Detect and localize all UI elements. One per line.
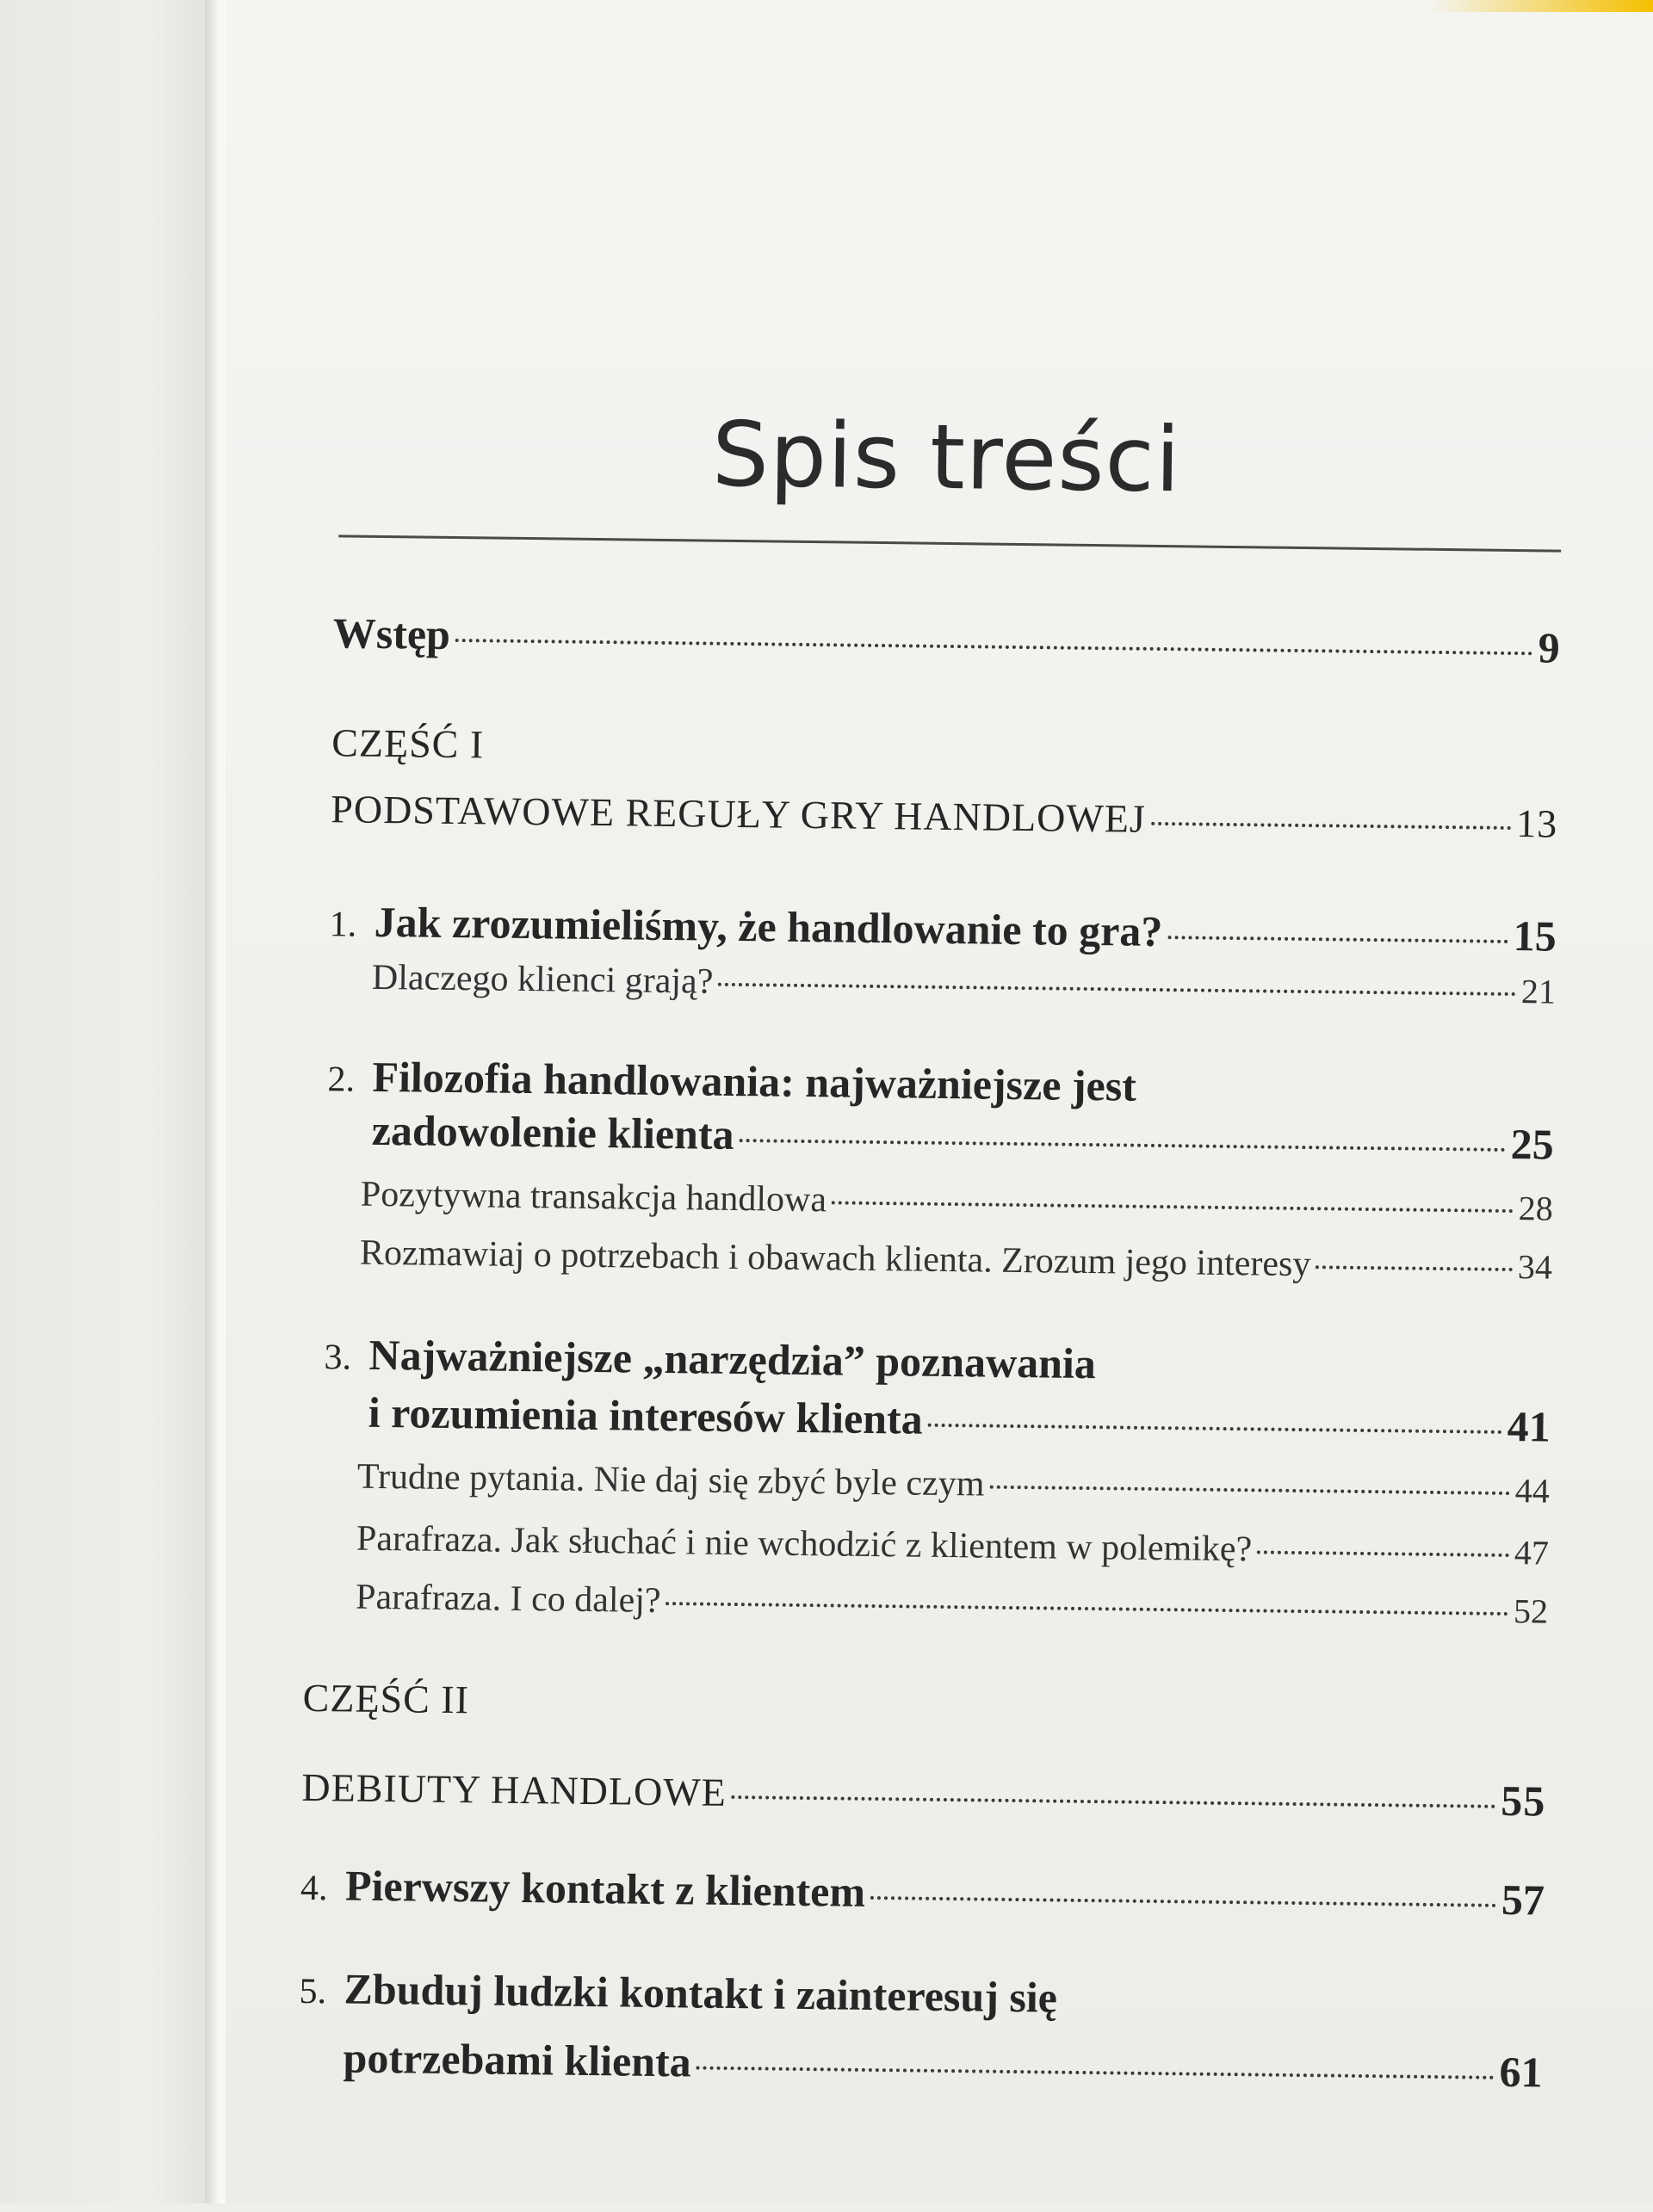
entry-label: PODSTAWOWE REGUŁY GRY HANDLOWEJ [331, 787, 1147, 841]
chapter-number: 3. [324, 1338, 352, 1378]
entry-page: 55 [1501, 1776, 1546, 1826]
chapter-number: 1. [329, 905, 357, 945]
toc-entry-part1[interactable] [331, 786, 1558, 846]
entry-label: Zbuduj ludzki kontakt i zainteresuj się [344, 1964, 1058, 2022]
entry-page: 9 [1538, 623, 1561, 672]
entry-label: Dlaczego klienci grają? [371, 957, 714, 1002]
page-title: Spis treści [711, 401, 1182, 513]
toc-entry-ch4[interactable] [300, 1860, 1545, 1925]
leader-dots [832, 1200, 1514, 1213]
part-heading-2: CZĘŚĆ II [302, 1675, 470, 1722]
entry-label: Rozmawiaj o potrzebach i obawach klienta. Zrozum jego interesy [359, 1233, 1311, 1285]
chapter-number: 5. [299, 1971, 327, 2012]
toc-entry-ch1-s1[interactable] [372, 957, 1556, 1013]
entry-label: i rozumienia interesów klienta [368, 1387, 924, 1443]
entry-label: Parafraza. Jak słuchać i nie wchodzić z klientem w polemikę? [356, 1518, 1253, 1570]
toc-entry-ch2-s1[interactable] [361, 1174, 1553, 1230]
entry-label: Filozofia handlowania: najważniejsze jest [372, 1052, 1137, 1110]
entry-label: Parafraza. I co dalej? [355, 1577, 661, 1621]
entry-page: 41 [1507, 1401, 1551, 1451]
leader-dots [1316, 1264, 1513, 1271]
entry-label: DEBIUTY HANDLOWE [301, 1764, 727, 1814]
entry-label: Trudne pytania. Nie daj się zbyć byle czym [356, 1456, 985, 1505]
entry-label: Pozytywna transakcja handlowa [360, 1174, 827, 1220]
entry-page: 57 [1501, 1875, 1545, 1925]
leader-dots [870, 1895, 1496, 1907]
toc-entry-ch3[interactable] [368, 1387, 1551, 1452]
chapter-number: 4. [300, 1868, 328, 1909]
toc-entry-wstep[interactable] [332, 608, 1560, 672]
entry-page: 21 [1520, 972, 1557, 1011]
leader-dots [455, 638, 1533, 655]
entry-page: 28 [1518, 1189, 1554, 1228]
toc-entry-ch3-s1[interactable] [357, 1456, 1550, 1512]
toc-entry-part2[interactable] [301, 1761, 1546, 1826]
leader-dots [732, 1795, 1496, 1808]
toc-entry-ch1[interactable] [329, 896, 1557, 961]
part-heading-1: CZĘŚĆ I [331, 720, 485, 767]
leader-dots [1151, 821, 1511, 830]
entry-page: 44 [1514, 1471, 1551, 1511]
entry-page: 61 [1499, 2047, 1543, 2097]
entry-label: Najważniejsze „narzędzia” poznawania [368, 1330, 1097, 1388]
toc-entry-ch3-s3[interactable] [356, 1577, 1548, 1633]
entry-label: Jak zrozumieliśmy, że handlowanie to gra? [374, 897, 1163, 956]
entry-page: 47 [1514, 1533, 1550, 1572]
entry-label: zadowolenie klienta [371, 1105, 734, 1159]
entry-page: 52 [1513, 1591, 1549, 1631]
leader-dots [696, 2066, 1495, 2079]
leader-dots [739, 1138, 1505, 1152]
toc-entry-ch2-line1[interactable] [327, 1051, 1136, 1110]
leader-dots [989, 1485, 1509, 1495]
entry-page: 34 [1517, 1247, 1553, 1287]
entry-page: 25 [1510, 1120, 1555, 1169]
toc-entry-ch3-s2[interactable] [356, 1518, 1549, 1574]
chapter-number: 2. [327, 1060, 356, 1100]
entry-label: potrzebami klienta [343, 2033, 692, 2086]
entry-label: Wstęp [332, 609, 451, 658]
leader-dots [928, 1423, 1502, 1434]
entry-label: Pierwszy kontakt z klientem [344, 1861, 866, 1916]
leader-dots [666, 1601, 1508, 1616]
toc-entry-ch3-line1[interactable] [324, 1329, 1096, 1388]
toc-entry-ch2[interactable] [371, 1105, 1554, 1170]
entry-page: 13 [1515, 801, 1558, 846]
leader-dots [1257, 1549, 1509, 1557]
entry-page: 15 [1513, 911, 1557, 961]
leader-dots [718, 982, 1516, 996]
toc-entry-ch2-s2[interactable] [360, 1233, 1552, 1288]
title-rule [338, 534, 1561, 552]
leader-dots [1167, 935, 1508, 943]
toc-entry-ch5[interactable] [343, 2033, 1543, 2098]
toc-entry-ch5-line1[interactable] [299, 1963, 1057, 2023]
